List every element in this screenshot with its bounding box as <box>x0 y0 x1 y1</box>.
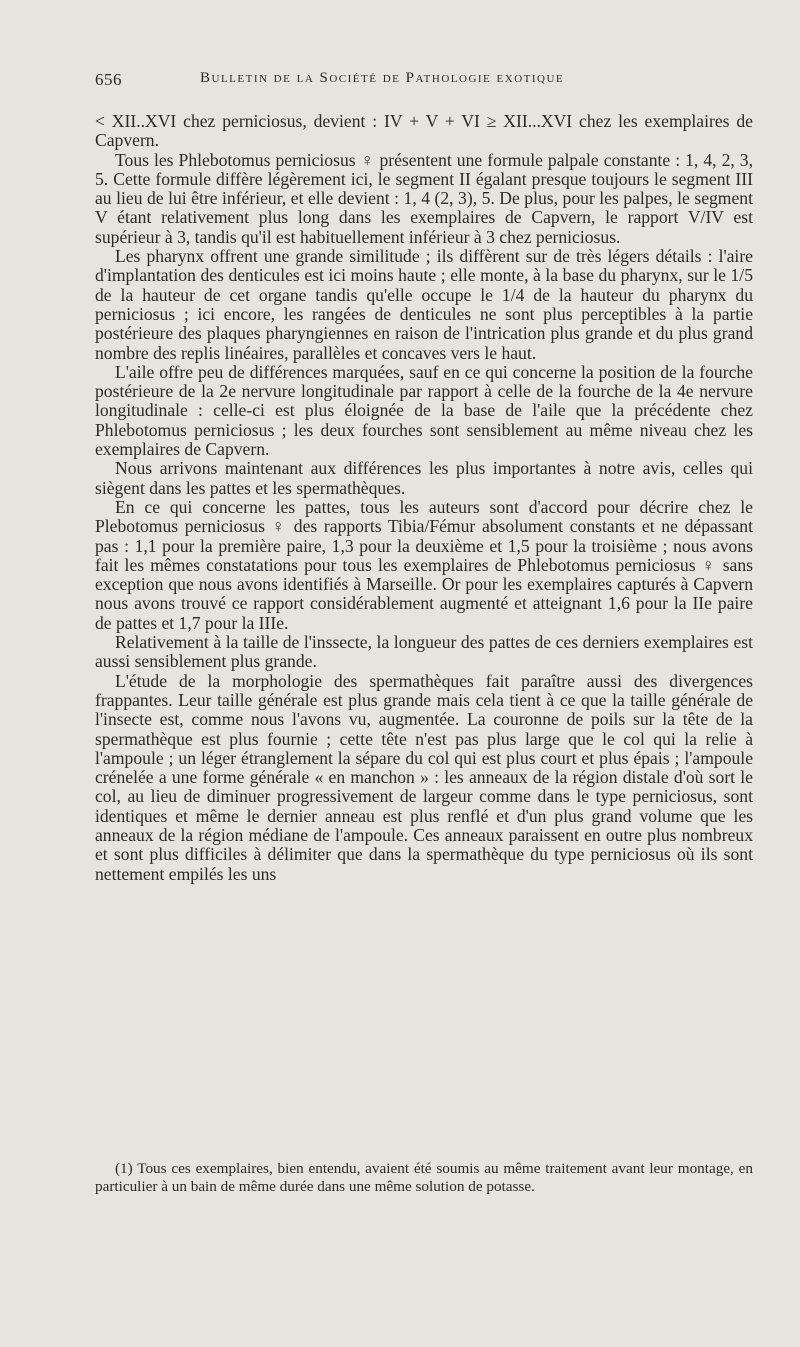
paragraph: Nous arrivons maintenant aux différences les plus importantes à notre avis, celles qui siègent dans les pattes et les spermathèques. <box>95 458 753 498</box>
page-header <box>95 70 755 94</box>
body-text <box>95 112 753 884</box>
footnote <box>95 1160 753 1196</box>
paragraph: L'étude de la morphologie des spermathèques fait paraître aussi des divergences frappantes. Leur taille générale est plus grande mais cela tient à ce que la taille générale de l'insecte est, comme nous l'avons vu, augmentée. La couronne de poils sur la tête de la spermathèque est plus fournie ; cette tête n'est pas plus large que le col qui la relie à l'ampoule ; un léger étranglement la sépare du col qui est plus court et plus épais ; l'ampoule crénelée a une forme générale « en manchon » : les anneaux de la région distale d'où sort le col, au lieu de diminuer progressivement de largeur comme dans le type perniciosus, sont identiques et même le dernier anneau est plus renflé et d'un plus grand volume que les anneaux de la région médiane de l'ampoule. Ces anneaux paraissent en outre plus nombreux et sont plus difficiles à délimiter que dans la spermathèque du type perniciosus où ils sont nettement empilés les uns <box>95 670 753 884</box>
paragraph: En ce qui concerne les pattes, tous les auteurs sont d'accord pour décrire chez le Plebotomus perniciosus ♀ des rapports Tibia/Fémur absolument constants et ne dépassant pas : 1,1 pour la première paire, 1,3 pour la deuxième et 1,5 pour la troisième ; nous avons fait les mêmes constatations pour tous les exemplaires de Phlebotomus perniciosus ♀ sans exception que nous avons identifiés à Marseille. Or pour les exemplaires capturés à Capvern nous avons trouvé ce rapport considérablement augmenté et atteignant 1,6 pour la IIe paire de pattes et 1,7 pour la IIIe. <box>95 496 753 633</box>
paragraph: L'aile offre peu de différences marquées, sauf en ce qui concerne la position de la fourche postérieure de la 2e nervure longitudinale par rapport à celle de la fourche de la 4e nervure longitudinale : celle-ci est plus éloignée de la base de l'aile que la précédente chez Phlebotomus perniciosus ; les deux fourches sont sensiblement au même niveau chez les exemplaires de Capvern. <box>95 361 753 460</box>
footnote-text: (1) Tous ces exemplaires, bien entendu, avaient été soumis au même traitement avant leur montage, en particulier à un bain de même durée dans une même solution de potasse. <box>95 1160 753 1195</box>
running-head: Bulletin de la Société de Pathologie exotique <box>200 70 565 86</box>
paragraph: Relativement à la taille de l'inssecte, la longueur des pattes de ces derniers exemplaires est aussi sensiblement plus grande. <box>95 632 753 672</box>
page-number: 656 <box>95 70 122 89</box>
paragraph: Les pharynx offrent une grande similitude ; ils diffèrent sur de très légers détails : l'aire d'implantation des denticules est ici moins haute ; elle monte, à la base du pharynx, sur le 1/5 de la hauteur de cet organe tandis qu'elle occupe le 1/4 de la hauteur du pharynx du perniciosus ; ici encore, les rangées de denticules ne sont plus perceptibles à la partie postérieure des plaques pharyngiennes en raison de l'intrication plus grande et du plus grand nombre des replis linéaires, parallèles et concaves vers le haut. <box>95 246 753 363</box>
paragraph: < XII..XVI chez perniciosus, devient : IV + V + VI ≥ XII...XVI chez les exemplaires de Capvern. <box>95 111 753 151</box>
paragraph: Tous les Phlebotomus perniciosus ♀ présentent une formule palpale constante : 1, 4, 2, 3, 5. Cette formule diffère légèrement ici, le segment II égalant presque toujours le segment III au lieu de lui être inférieur, et elle devient : 1, 4 (2, 3), 5. De plus, pour les palpes, le segment V étant relativement plus long dans les exemplaires de Capvern, le rapport V/IV est supérieur à 3, tandis qu'il est habituellement inférieur à 3 chez perniciosus. <box>95 149 753 247</box>
